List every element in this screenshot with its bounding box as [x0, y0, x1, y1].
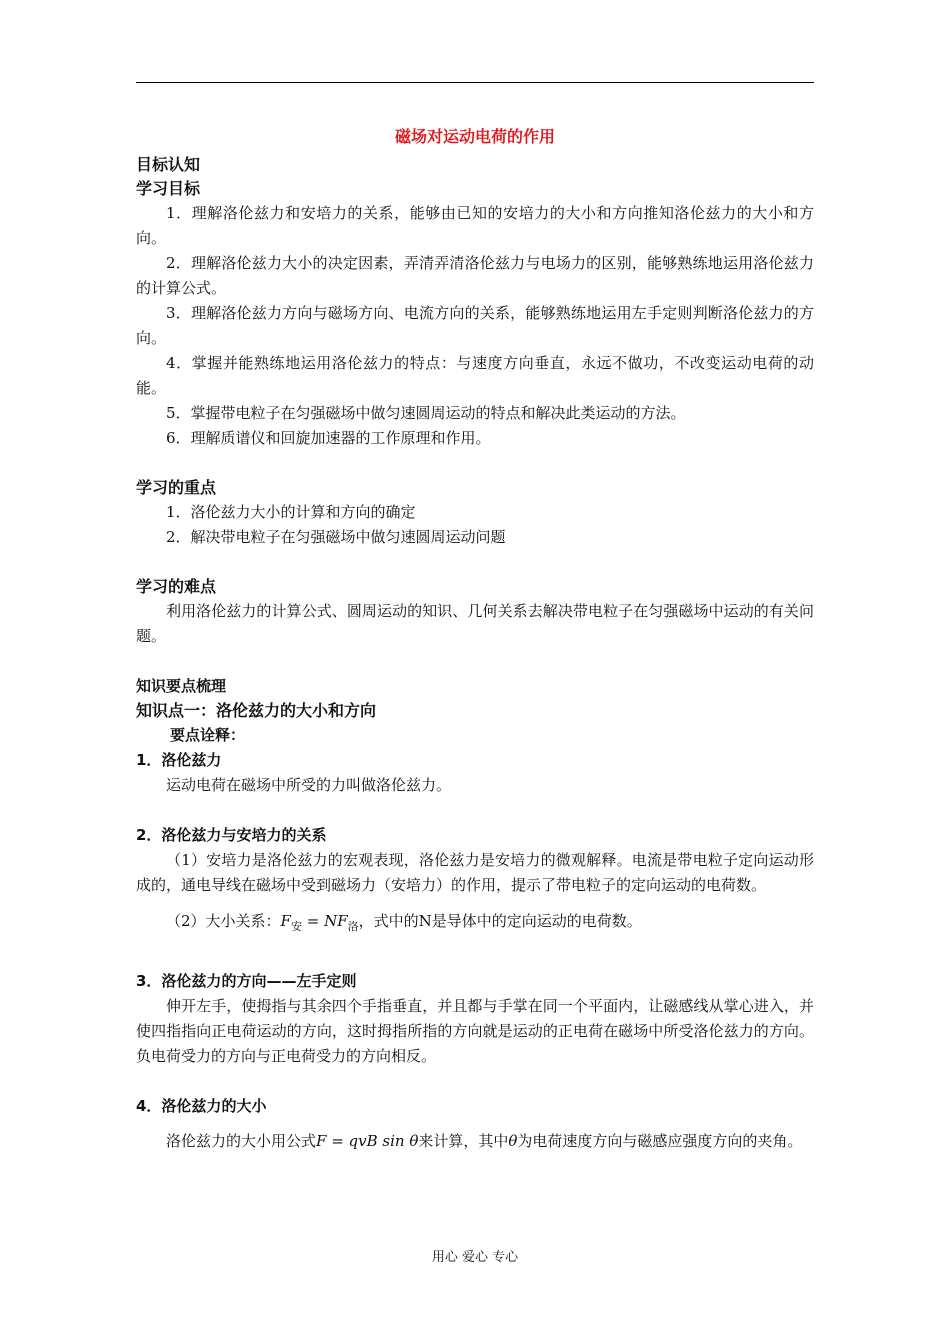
section-2-text: （1）安培力是洛伦兹力的宏观表现，洛伦兹力是安培力的微观解释。电流是带电粒子定向运动形成的，通电导线在磁场中受到磁场力（安培力）的作用，提示了带电粒子的定向运动的电荷数。 — [136, 851, 814, 894]
difficulty-text: 利用洛伦兹力的计算公式、圆周运动的知识、几何关系去解决带电粒子在匀强磁场中运动的有关问题。 — [136, 602, 814, 645]
heading-key-explanation: 要点诠释： — [170, 726, 246, 744]
relation-suffix: ，式中的N是导体中的定向运动的电荷数。 — [358, 912, 642, 930]
heading-knowledge-point-1: 知识点一：洛伦兹力的大小和方向 — [136, 701, 377, 720]
goal-item: 6．理解质谱仪和回旋加速器的工作原理和作用。 — [166, 429, 491, 447]
header-rule — [136, 82, 814, 83]
section-4-text: 洛伦兹力的大小用公式F = qvB sin θ来计算，其中θ为电荷速度方向与磁感应强度方向的夹角。 — [166, 1132, 803, 1150]
section-3-title: 3．洛伦兹力的方向——左手定则 — [136, 972, 357, 990]
formula-lorentz: F = qvB sin θ — [316, 1132, 419, 1150]
goal-item: 3．理解洛伦兹力方向与磁场方向、电流方向的关系，能够熟练地运用左手定则判断洛伦兹力的方向。 — [136, 304, 814, 347]
heading-difficulties: 学习的难点 — [136, 577, 217, 596]
heading-key-points: 学习的重点 — [136, 478, 217, 497]
theta-symbol: θ — [508, 1132, 518, 1150]
key-point-item: 1．洛伦兹力大小的计算和方向的确定 — [166, 503, 416, 521]
section-4-title: 4．洛伦兹力的大小 — [136, 1097, 267, 1115]
goal-item: 5．掌握带电粒子在匀强磁场中做匀速圆周运动的特点和解决此类运动的方法。 — [166, 404, 686, 422]
section-1-text: 运动电荷在磁场中所受的力叫做洛伦兹力。 — [166, 776, 452, 794]
goal-item: 2．理解洛伦兹力大小的决定因素，弄清弄清洛伦兹力与电场力的区别，能够熟练地运用洛伦兹力的计算公式。 — [136, 254, 814, 297]
heading-target-cognition: 目标认知 — [136, 155, 201, 174]
relation-prefix: （2）大小关系： — [166, 912, 281, 930]
section-2-title: 2．洛伦兹力与安培力的关系 — [136, 826, 327, 844]
key-point-item: 2．解决带电粒子在匀强磁场中做匀速圆周运动问题 — [166, 528, 506, 546]
section-1-title: 1．洛伦兹力 — [136, 751, 222, 769]
goal-item: 4．掌握并能熟练地运用洛伦兹力的特点：与速度方向垂直，永远不做功，不改变运动电荷的动能。 — [136, 354, 814, 397]
section-2-relation — [136, 904, 814, 944]
formula-f-an-eq-nf-luo: $F_安 = NF_洛$ — [280, 912, 359, 933]
heading-knowledge-points: 知识要点梳理 — [136, 677, 227, 695]
page-footer: 用心 爱心 专心 — [431, 1250, 519, 1265]
document-body — [136, 118, 814, 1163]
document-title: 磁场对运动电荷的作用 — [394, 127, 555, 146]
goal-item: 1．理解洛伦兹力和安培力的关系，能够由已知的安培力的大小和方向推知洛伦兹力的大小和方向。 — [136, 204, 814, 247]
section-3-text: 伸开左手，使拇指与其余四个手指垂直，并且都与手掌在同一个平面内，让磁感线从掌心进入，并使四指指向正电荷运动的方向，这时拇指所指的方向就是运动的正电荷在磁场中所受洛伦兹力的方向。负电荷受力的方向与正电荷受力的方向相反。 — [136, 997, 814, 1065]
heading-learning-goals: 学习目标 — [136, 179, 201, 198]
